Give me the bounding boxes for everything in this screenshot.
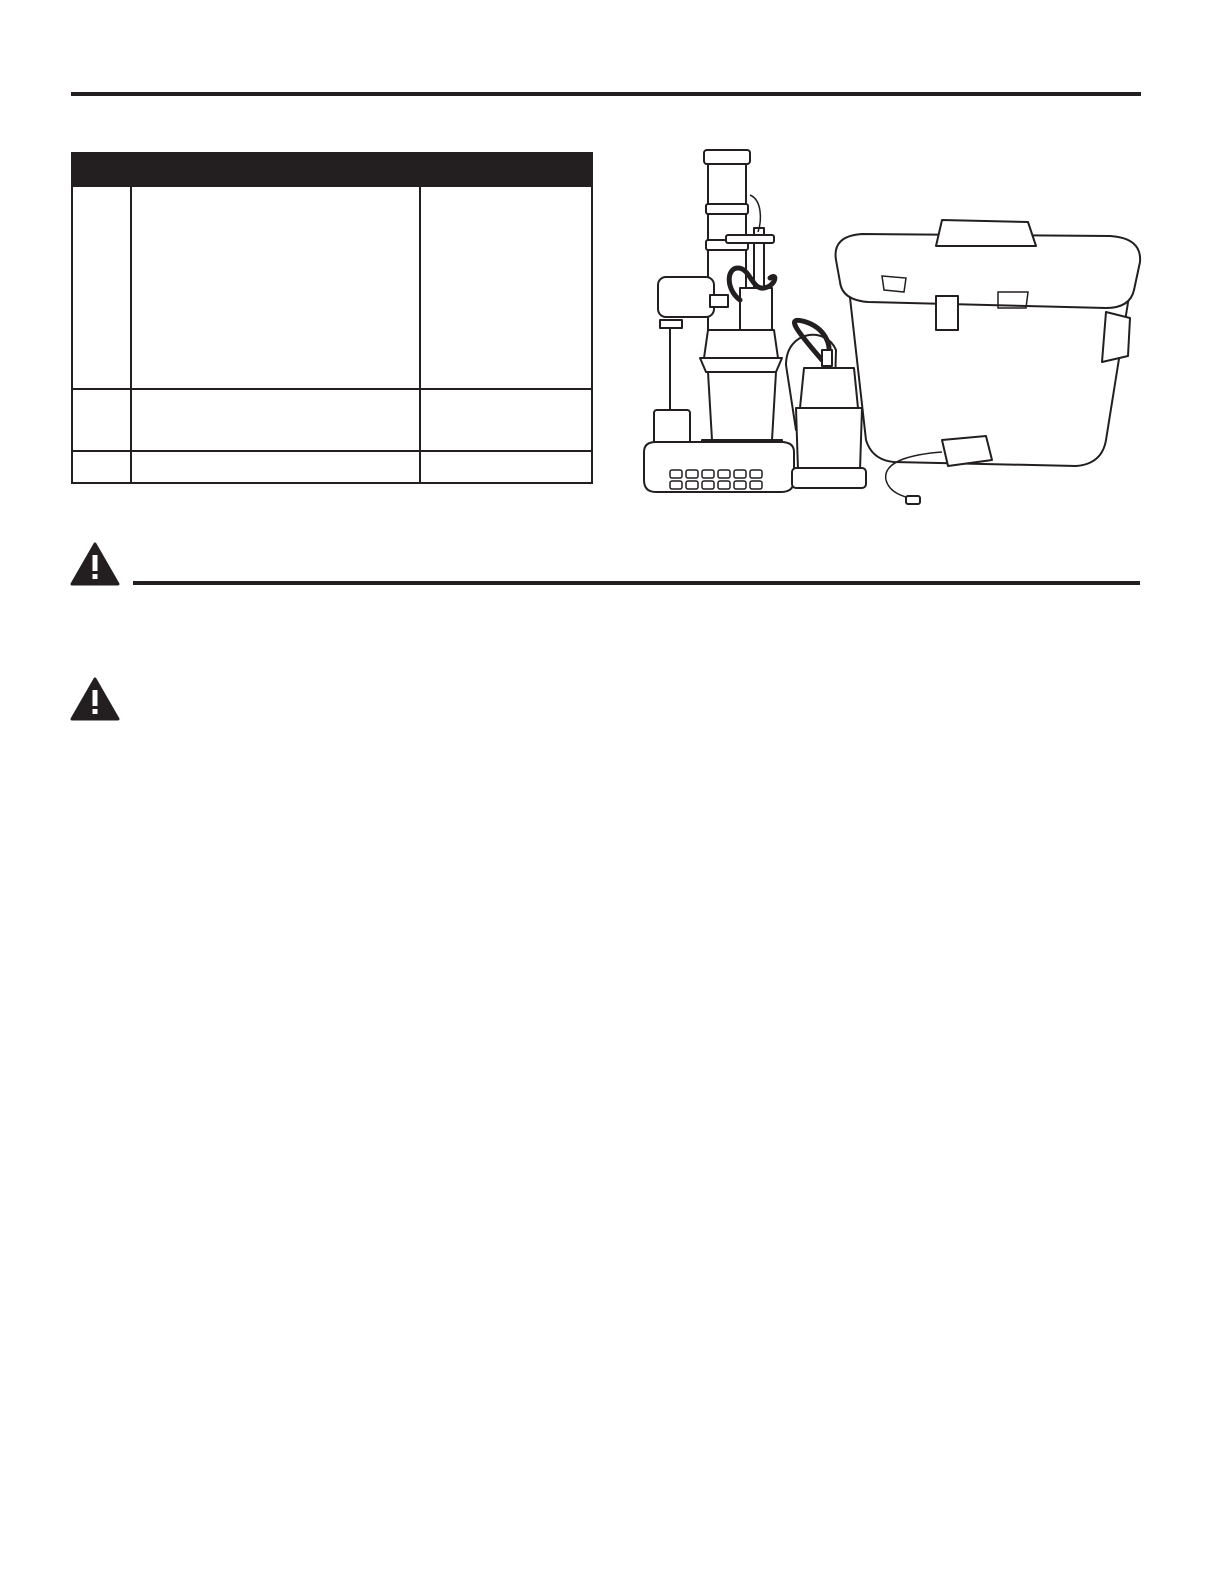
parts-table-header — [71, 152, 593, 187]
parts-table-body — [71, 187, 593, 484]
backup-pump — [786, 320, 866, 488]
top-divider — [71, 92, 1141, 96]
battery-box — [836, 220, 1141, 466]
row-divider — [73, 450, 591, 452]
column-divider — [130, 187, 132, 482]
warning-divider — [133, 581, 1140, 585]
column-divider — [419, 187, 421, 482]
warning-triangle-icon — [70, 542, 120, 586]
parts-table — [71, 152, 593, 486]
warning-triangle-icon — [70, 677, 120, 721]
row-divider — [73, 388, 591, 390]
sump-pump-system-illustration — [636, 140, 1146, 510]
